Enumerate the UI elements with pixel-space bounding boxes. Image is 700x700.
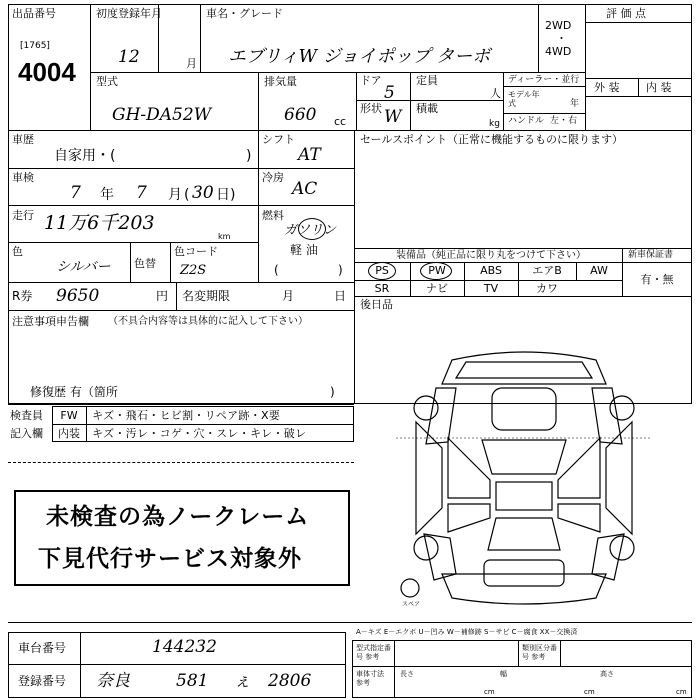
- wheel-icon: [414, 396, 438, 420]
- height-label: 高さ: [600, 670, 614, 678]
- fuel-paren-close: ): [338, 263, 343, 277]
- first-reg-label: 初度登録年月: [96, 7, 162, 20]
- name-change-label: 名変期限: [182, 289, 231, 303]
- shift-label: シフト: [262, 133, 295, 146]
- frame-value: 144232: [152, 637, 217, 657]
- history-label: 車歴: [12, 133, 34, 146]
- inspection-label: 車検: [12, 171, 34, 184]
- legend-text: A－キズ E－エクボ U－凹み W－補修跡 S－サビ C－腐食 XX－交換済: [356, 628, 578, 636]
- name-change-unit: 月: [282, 289, 295, 303]
- shape-label: 形状: [360, 102, 382, 115]
- load-label: 積載: [416, 102, 438, 115]
- ac-value: AC: [292, 179, 318, 199]
- body-ref: 車体寸法 参考: [356, 670, 384, 687]
- model-label: 型式: [96, 75, 118, 88]
- ps-circle-icon: [368, 262, 396, 280]
- handle-label: ハンドル: [508, 116, 545, 126]
- drive-2wd: 2WD: [545, 19, 572, 32]
- plate-number: 2806: [268, 671, 312, 691]
- inspector-label-2: 記入欄: [10, 427, 43, 440]
- load-unit: kg: [489, 119, 500, 129]
- width-unit: cm: [584, 688, 595, 696]
- score-interior: 内 装: [646, 81, 672, 94]
- doors-value: 5: [384, 83, 395, 103]
- height-unit: cm: [676, 688, 687, 696]
- recycle-value: 9650: [56, 286, 100, 306]
- inspection-year: 7: [70, 183, 81, 203]
- lot-label: 出品番号: [12, 7, 56, 20]
- lot-number: 4004: [18, 57, 76, 87]
- car-name-value: エブリィW ジョイポップ ターボ: [228, 46, 491, 67]
- model-year-label: モデル年式: [508, 90, 540, 108]
- model-year-unit: 年: [570, 99, 580, 109]
- inspector-interior: 内装: [58, 427, 80, 440]
- color-code-value: Z2S: [180, 263, 207, 278]
- car-name-label: 車名・グレード: [206, 7, 283, 20]
- model-value: GH-DA52W: [112, 105, 212, 125]
- ac-label: 冷房: [262, 171, 284, 184]
- displacement-label: 排気量: [264, 75, 297, 88]
- frame-label: 車台番号: [18, 641, 67, 655]
- equip-aw: AW: [590, 264, 608, 277]
- equip-ps: PS: [375, 264, 389, 277]
- inspection-day-close: 日): [216, 187, 236, 203]
- inspection-day-open: (: [184, 187, 190, 203]
- equip-tv: TV: [483, 282, 499, 295]
- inspection-month: 7: [136, 183, 147, 203]
- equipment-label: 装備品（純正品に限り丸をつけて下さい）: [396, 250, 586, 261]
- recycle-label: R券: [12, 289, 33, 303]
- inspector-fw-items: キズ・飛石・ヒビ割・リペア跡・X要: [92, 409, 281, 422]
- inspection-month-unit: 月: [168, 187, 182, 203]
- equip-pw: PW: [428, 264, 446, 277]
- color-code-label: 色コード: [174, 245, 218, 258]
- equip-sr: SR: [374, 282, 390, 295]
- length-unit: cm: [484, 688, 495, 696]
- mileage-unit: km: [218, 232, 231, 241]
- width-label: 幅: [500, 670, 507, 678]
- car-roof: [496, 482, 552, 510]
- equip-leather: カワ: [536, 282, 558, 295]
- color-value: シルバー: [56, 259, 111, 275]
- handle-value: 左・右: [550, 116, 578, 126]
- equip-abs: ABS: [480, 264, 502, 277]
- notes-hint: （不具合内容等は具体的に記入して下さい）: [108, 316, 308, 327]
- class-ref: 類別区分番号 参考: [522, 644, 557, 661]
- dealer-label: ディーラー・並行: [508, 75, 580, 85]
- car-outline-top: [442, 352, 606, 384]
- warranty-value: 有・無: [640, 273, 674, 286]
- displacement-value: 660: [284, 105, 317, 125]
- notes-label: 注意事項申告欄: [12, 315, 89, 328]
- inspection-year-unit: 年: [100, 187, 114, 203]
- recycle-unit: 円: [156, 289, 169, 303]
- mileage-label: 走行: [12, 209, 34, 222]
- pw-circle-icon: [420, 262, 452, 280]
- repair-close: ): [330, 385, 335, 399]
- notice-line-2: 下見代行サービス対象外: [38, 546, 302, 572]
- drive-4wd: 4WD: [545, 45, 572, 58]
- history-close: ): [246, 148, 252, 164]
- repair-history: 修復歴 有（箇所: [30, 385, 118, 399]
- spec-ref: 型式指定番号 参考: [356, 644, 391, 661]
- plate-region: 奈良: [96, 671, 130, 691]
- notice-line-1: 未検査の為ノークレーム: [46, 504, 310, 530]
- inspector-fw: FW: [60, 409, 78, 422]
- car-damage-diagram: [396, 348, 652, 610]
- capacity-label: 定員: [416, 74, 438, 87]
- first-reg-unit: 月: [186, 57, 197, 70]
- plate-class: 581: [176, 671, 209, 691]
- warranty-label: 新車保証書: [628, 250, 674, 260]
- first-reg-value: 12: [118, 47, 140, 67]
- fuel-label: 燃料: [262, 209, 284, 222]
- doors-label: ドア: [360, 74, 382, 87]
- length-label: 長さ: [400, 670, 414, 678]
- diagram-bottom-label: スペア: [402, 601, 421, 608]
- shape-value: W: [384, 107, 402, 127]
- inspection-day: 30: [192, 183, 214, 203]
- mileage-value: 11万6千203: [44, 212, 155, 234]
- drive-dot: ・: [556, 32, 567, 45]
- name-change-day-unit: 日: [334, 289, 347, 303]
- inspector-label-1: 検査員: [10, 409, 43, 422]
- shift-value: AT: [298, 145, 321, 165]
- history-value: 自家用・(: [54, 148, 116, 164]
- capacity-unit: 人: [490, 87, 501, 100]
- score-label: 評 価 点: [606, 7, 646, 20]
- color-label: 色: [12, 245, 23, 258]
- aftermarket-label: 後日品: [360, 298, 393, 311]
- car-outline-bottom: [442, 574, 606, 604]
- car-rear-window: [488, 518, 560, 550]
- fuel-gasoline: ガソリン: [284, 223, 337, 238]
- plate-kana: ぇ: [234, 671, 251, 691]
- car-hood: [492, 388, 556, 430]
- fuel-paren-open: (: [274, 263, 279, 277]
- dashed-separator: [8, 462, 354, 463]
- gasoline-circle-icon: [298, 218, 326, 240]
- fuel-diesel: 軽 油: [290, 243, 318, 257]
- plate-label: 登録番号: [18, 674, 67, 688]
- car-windshield: [482, 440, 566, 474]
- equip-navi: ナビ: [426, 282, 448, 295]
- equip-airbag: エアB: [532, 264, 562, 277]
- lot-sub: [1765]: [20, 41, 50, 51]
- sales-point-label: セールスポイント（正常に機能するものに限ります）: [360, 133, 624, 146]
- inspector-interior-items: キズ・汚レ・コゲ・穴・スレ・キレ・破レ: [92, 427, 307, 440]
- score-exterior: 外 装: [594, 81, 620, 94]
- displacement-unit: cc: [334, 115, 347, 128]
- repaint-label: 色替: [134, 257, 156, 270]
